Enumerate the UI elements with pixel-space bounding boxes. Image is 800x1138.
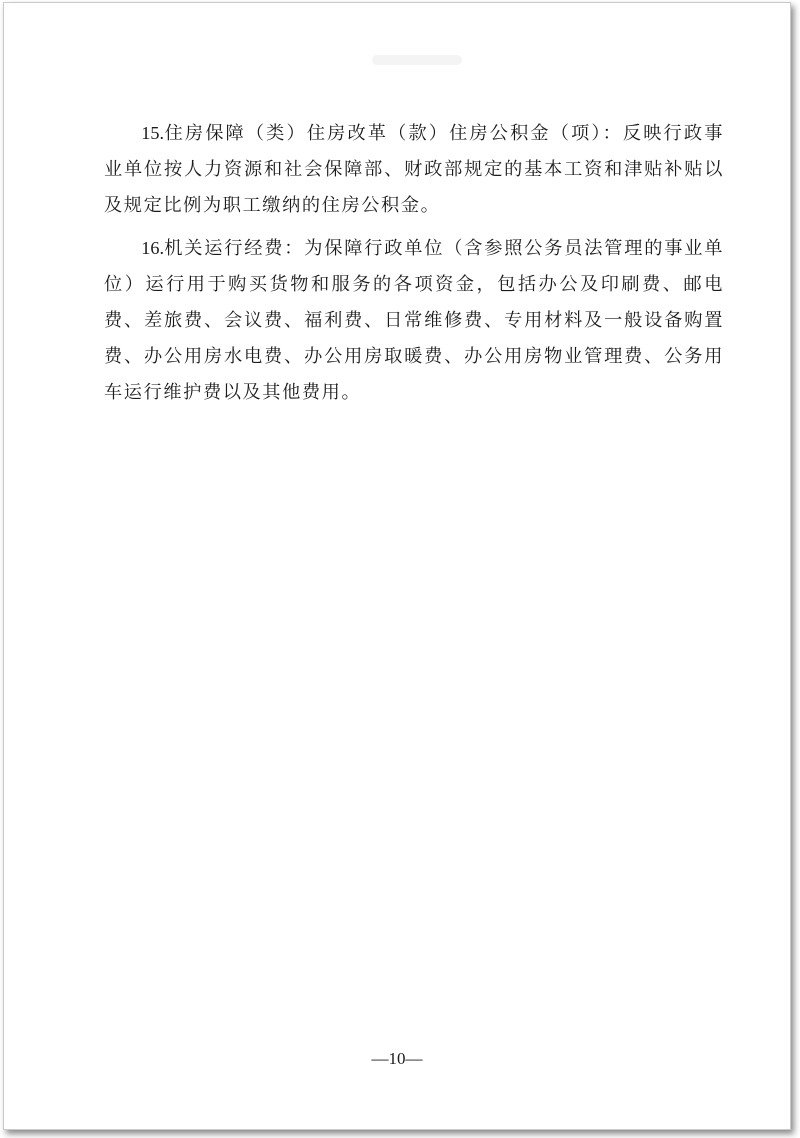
scan-smudge	[372, 55, 462, 65]
item-number: 15.	[141, 123, 165, 143]
paragraph-text: 住房保障（类）住房改革（款）住房公积金（项）：反映行政事业单位按人力资源和社会保障部、财政部规定的基本工资和津贴补贴以及规定比例为职工缴纳的住房公积金。	[104, 123, 724, 216]
paragraph-item-16	[104, 230, 724, 411]
item-number: 16.	[141, 238, 165, 258]
paragraph-item-15	[104, 115, 724, 224]
document-page	[3, 2, 791, 1130]
document-body	[104, 115, 724, 411]
page-number: —10—	[371, 1049, 423, 1068]
paragraph-text: 机关运行经费：为保障行政单位（含参照公务员法管理的事业单位）运行用于购买货物和服务的各项资金，包括办公及印刷费、邮电费、差旅费、会议费、福利费、日常维修费、专用材料及一般设备购置费、办公用房水电费、办公用房取暖费、办公用房物业管理费、公务用车运行维护费以及其他费用。	[104, 238, 724, 403]
